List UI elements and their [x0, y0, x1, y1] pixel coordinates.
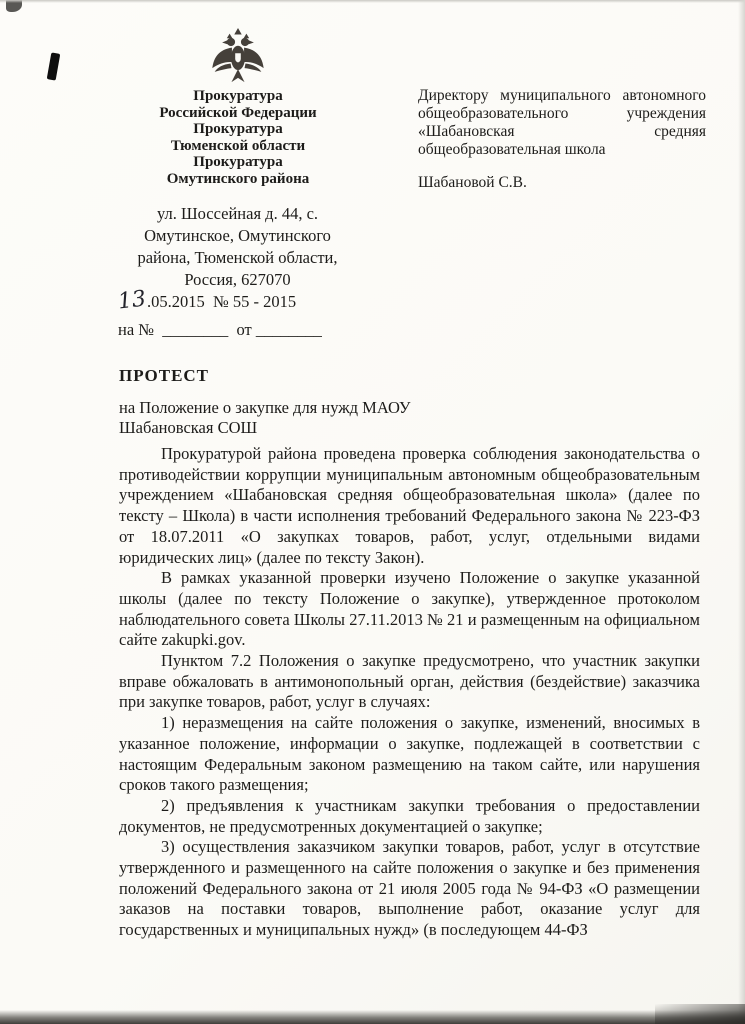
recipient-name: Шабановой С.В.	[418, 174, 527, 191]
recipient-text: Директору муниципального автономного общеобразовательного учреждения «Шабановская средняя общеобразовательная школа	[418, 87, 706, 158]
paragraph: 1) неразмещения на сайте положения о закупке, изменений, вносимых в указанное положение, информации о закупке, подлежащей в соответствии с настоящим Федеральным законом размещению на таком сайте, или нарушения сроков такого размещения;	[119, 713, 700, 795]
document-title: ПРОТЕСТ	[119, 366, 210, 385]
document-body	[119, 444, 700, 941]
scan-artifact-right-edge	[738, 0, 745, 1024]
address-line: Омутинское, Омутинского	[144, 226, 331, 245]
letterhead-org-block	[88, 88, 388, 187]
paragraph: 3) осуществления заказчиком закупки товаров, работ, услуг в отсутствие утвержденного и размещенного на сайте положения о закупке и без применения положений Федерального закона от 21 июля 2005 года № 94-ФЗ «О размещении заказов на поставки товаров, выполнение работ, оказание услуг для государственных и муниципальных нужд» (в последующем 44-ФЗ	[119, 837, 700, 940]
paragraph: В рамках указанной проверки изучено Положение о закупке указанной школы (далее по тексту Положение о закупке), утвержденное протоколом наблюдательного совета Школы 27.11.2013 № 21 и размещенным на официальном сайте zakupki.gov.	[119, 568, 700, 650]
reference-line: на № ________ от ________	[118, 320, 322, 339]
org-line: Прокуратура	[193, 154, 283, 170]
org-line: Омутинского района	[166, 170, 310, 187]
scan-artifact-top-edge	[0, 0, 745, 3]
paragraph: 2) предъявления к участникам закупки требования о предоставлении документов, не предусмотренных документацией о закупке;	[119, 795, 700, 836]
subtitle-line: Шабановская СОШ	[119, 418, 258, 437]
org-line: Российской Федерации	[159, 104, 317, 121]
scan-artifact-bottom-corner	[655, 1004, 745, 1024]
sender-address	[100, 203, 375, 291]
document-subtitle	[119, 398, 599, 438]
scan-artifact-pen-mark	[47, 52, 61, 80]
handwritten-day: 13	[116, 286, 148, 315]
paragraph: Пунктом 7.2 Положения о закупке предусмотрено, что участник закупки вправе обжаловать в антимонопольный орган, действия (бездействие) заказчика при закупке товаров, работ, услуг в случаях:	[119, 651, 700, 712]
paragraph: Прокуратурой района проведена проверка соблюдения законодательства о противодействии коррупции муниципальным автономным общеобразовательным учреждением «Шабановская средняя общеобразовательная школа» (далее по тексту – Школа) в части исполнения требований Федерального закона № 223-ФЗ от 18.07.2011 «О закупках товаров, работ, услуг, отдельными видами юридических лиц» (далее по тексту Закон).	[119, 444, 700, 567]
date-number-line	[118, 288, 296, 313]
org-line: Прокуратура	[193, 121, 283, 137]
address-line: района, Тюменской области,	[137, 248, 338, 267]
recipient-block	[418, 87, 706, 192]
subtitle-line: на Положение о закупке для нужд МАОУ	[119, 398, 411, 417]
org-line: Тюменской области	[170, 137, 306, 154]
address-line: ул. Шоссейная д. 44, с.	[156, 204, 319, 223]
org-line: Прокуратура	[193, 88, 283, 104]
date-number-text: .05.2015 № 55 - 2015	[147, 292, 297, 311]
coat-of-arms-icon	[210, 26, 266, 86]
scan-artifact-bottom-edge	[0, 1010, 745, 1024]
address-line: Россия, 627070	[184, 270, 291, 289]
